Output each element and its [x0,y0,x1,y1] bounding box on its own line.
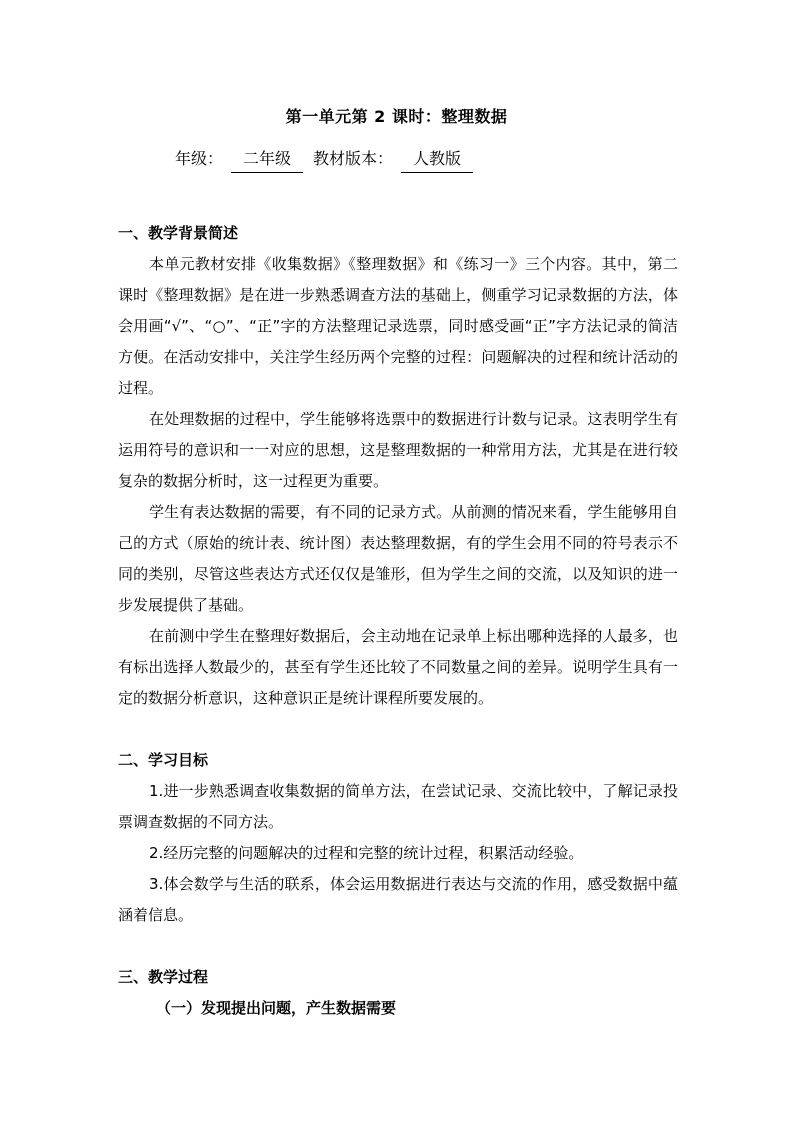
process-subheading: （一）发现提出问题，产生数据需要 [156,999,397,1017]
goal-item: 1.进一步熟悉调查收集数据的简单方法，在尝试记录、交流比较中，了解记录投票调查数据的不同方法。 [118,782,678,831]
section-spacer [118,931,678,962]
background-paragraph: 在处理数据的过程中，学生能够将选票中的数据进行计数与记录。这表明学生有运用符号的意识和一一对应的思想，这是整理数据的一种常用方法，尤其是在进行较复杂的数据分析时，这一过程更为重要。 [118,410,678,490]
grade-value: 二年级 [231,147,303,173]
goal-item: 3.体会数学与生活的联系，体会运用数据进行表达与交流的作用，感受数据中蕴涵着信息。 [118,875,678,924]
goal-item: 2.经历完整的问题解决的过程和完整的统计过程，积累活动经验。 [149,844,584,862]
section-heading-process: 三、教学过程 [118,968,209,986]
edition-value: 人教版 [401,147,473,173]
background-paragraph: 本单元教材安排《收集数据》《整理数据》和《练习一》三个内容。其中，第二课时《整理数据》是在进一步熟悉调查方法的基础上，侧重学习记录数据的方法，体会用画“√”、“○”、“正”字的方法整理记录选票，同时感受画“正”字方法记录的简洁方便。在活动安排中，关注学生经历两个完整的过程：问题解决的过程和统计活动的过程。 [118,255,678,397]
section-spacer [118,714,678,745]
document-body [118,218,678,1024]
grade-label: 年级： [175,149,224,168]
document-title: 第一单元第 2 课时：整理数据 [285,107,508,126]
background-paragraph: 学生有表达数据的需要，有不同的记录方式。从前测的情况来看，学生能够用自己的方式（原始的统计表、统计图）表达整理数据，有的学生会用不同的符号表示不同的类别，尽管这些表达方式还仅仅是雏形，但为学生之间的交流，以及知识的进一步发展提供了基础。 [118,503,678,614]
background-paragraph: 在前测中学生在整理好数据后，会主动地在记录单上标出哪种选择的人最多，也有标出选择人数最少的，甚至有学生还比较了不同数量之间的差异。说明学生具有一定的数据分析意识，这种意识正是统计课程所要发展的。 [118,627,678,707]
edition-label: 教材版本： [313,149,394,168]
section-heading-goals: 二、学习目标 [118,751,209,769]
section-heading-background: 一、教学背景简述 [118,224,239,242]
meta-line [175,147,483,173]
